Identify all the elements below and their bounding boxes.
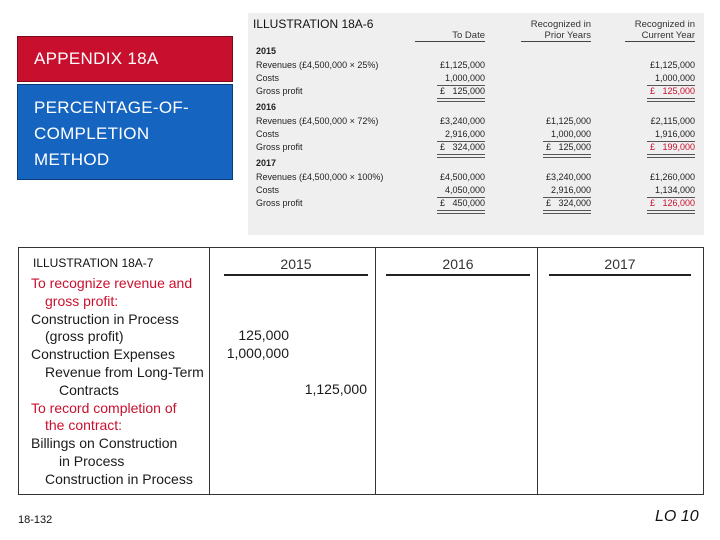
- year-column-header: 2016: [442, 256, 474, 272]
- ill6-double-underline: [647, 154, 695, 158]
- ill6-amount: 1,000,000: [444, 73, 485, 83]
- ill6-amount: 2,916,000: [550, 185, 591, 195]
- ill6-row-label: Gross profit: [256, 142, 303, 152]
- ill6-amount: £1,260,000: [649, 172, 695, 182]
- ill6-amount: £ 125,000: [649, 86, 695, 96]
- debit-amount: 1,000,000: [226, 345, 289, 362]
- method-title: [17, 84, 233, 180]
- ill6-double-underline: [647, 210, 695, 214]
- ill6-row-label: Revenues (£4,500,000 × 72%): [256, 116, 379, 126]
- account-name: Construction Expenses: [31, 346, 175, 363]
- ill6-amount: 2,916,000: [444, 129, 485, 139]
- ill6-year-heading: 2017: [256, 158, 277, 168]
- ill6-amount: 4,050,000: [444, 185, 485, 195]
- illustration-18a-7-journal: [18, 247, 704, 495]
- ill6-row-label: Revenues (£4,500,000 × 25%): [256, 60, 379, 70]
- illustration-18a-6-table: [248, 13, 704, 235]
- account-name: in Process: [59, 453, 125, 469]
- ill6-amount: 1,916,000: [654, 129, 695, 139]
- illustration-18a-6-label: ILLUSTRATION 18A-6: [253, 17, 374, 31]
- ill6-amount: £ 199,000: [649, 142, 695, 152]
- column-header-line: [415, 19, 485, 30]
- account-name: Billings on Construction: [31, 435, 178, 452]
- ill6-amount: 1,000,000: [654, 73, 695, 83]
- entry-explanation: To record completion of: [31, 399, 177, 416]
- column-divider: [375, 248, 376, 494]
- ill6-column-header: [521, 19, 591, 42]
- ill6-double-underline: [437, 154, 485, 158]
- ill6-amount: £ 324,000: [545, 198, 591, 208]
- entry-explanation: the contract:: [45, 417, 123, 434]
- method-title-line: PERCENTAGE-OF-: [34, 98, 190, 117]
- method-title-line: COMPLETION: [34, 124, 150, 143]
- entry-explanation: To recognize revenue and: [31, 275, 193, 291]
- year-header-rule: [224, 274, 368, 276]
- account-name: Revenue from Long-Term: [45, 364, 204, 380]
- column-header-line: Prior Years: [521, 30, 591, 42]
- ill6-double-underline: [543, 210, 591, 214]
- ill6-amount: £ 125,000: [439, 86, 485, 96]
- year-column-header: 2017: [604, 256, 636, 272]
- ill6-double-underline: [437, 210, 485, 214]
- ill6-double-underline: [647, 98, 695, 102]
- column-header-line: Recognized in: [530, 19, 591, 30]
- method-title-line: METHOD: [34, 150, 110, 169]
- account-name: Construction in Process: [45, 470, 193, 487]
- column-divider: [209, 248, 210, 494]
- account-name: (gross profit): [45, 328, 124, 345]
- ill6-year-heading: 2016: [256, 102, 277, 112]
- column-divider: [537, 248, 538, 494]
- entry-explanation: gross profit:: [45, 292, 119, 309]
- year-header-rule: [549, 274, 691, 276]
- column-header-line: Current Year: [625, 30, 695, 42]
- ill6-amount: £2,115,000: [650, 116, 695, 126]
- credit-amount: 1,125,000: [304, 380, 367, 397]
- ill6-amount: £1,125,000: [545, 116, 591, 126]
- account-name: Construction in Process: [31, 310, 179, 327]
- ill6-row-label: Revenues (£4,500,000 × 100%): [256, 172, 384, 182]
- illustration-18a-7-label: ILLUSTRATION 18A-7: [33, 256, 154, 270]
- ill6-double-underline: [543, 154, 591, 158]
- ill6-amount: £ 450,000: [439, 198, 485, 208]
- ill6-row-label: Costs: [256, 73, 280, 83]
- ill6-amount: £3,240,000: [545, 172, 591, 182]
- page-number: 18-132: [18, 514, 53, 526]
- ill6-amount: £ 125,000: [545, 142, 591, 152]
- ill6-amount: £ 324,000: [439, 142, 485, 152]
- ill6-row-label: Gross profit: [256, 86, 303, 96]
- ill6-row-label: Gross profit: [256, 198, 303, 208]
- column-header-line: To Date: [415, 30, 485, 42]
- ill6-column-header: [415, 19, 485, 42]
- ill6-year-heading: 2015: [256, 46, 277, 56]
- learning-objective: LO 10: [655, 508, 699, 525]
- ill6-row-label: Costs: [256, 129, 280, 139]
- appendix-title: APPENDIX 18A: [17, 36, 233, 82]
- debit-amount: 125,000: [238, 327, 289, 344]
- ill6-amount: £ 126,000: [649, 198, 695, 208]
- account-name: Contracts: [59, 381, 119, 398]
- ill6-amount: £3,240,000: [439, 116, 485, 126]
- ill6-amount: £1,125,000: [649, 60, 695, 70]
- ill6-row-label: Costs: [256, 185, 280, 195]
- column-header-line: Recognized in: [634, 19, 695, 30]
- ill6-amount: £4,500,000: [439, 172, 485, 182]
- ill6-amount: £1,125,000: [439, 60, 485, 70]
- ill6-double-underline: [437, 98, 485, 102]
- ill6-amount: 1,134,000: [654, 185, 695, 195]
- ill6-amount: 1,000,000: [550, 129, 591, 139]
- year-header-rule: [386, 274, 530, 276]
- ill6-column-header: [625, 19, 695, 42]
- year-column-header: 2015: [280, 256, 312, 272]
